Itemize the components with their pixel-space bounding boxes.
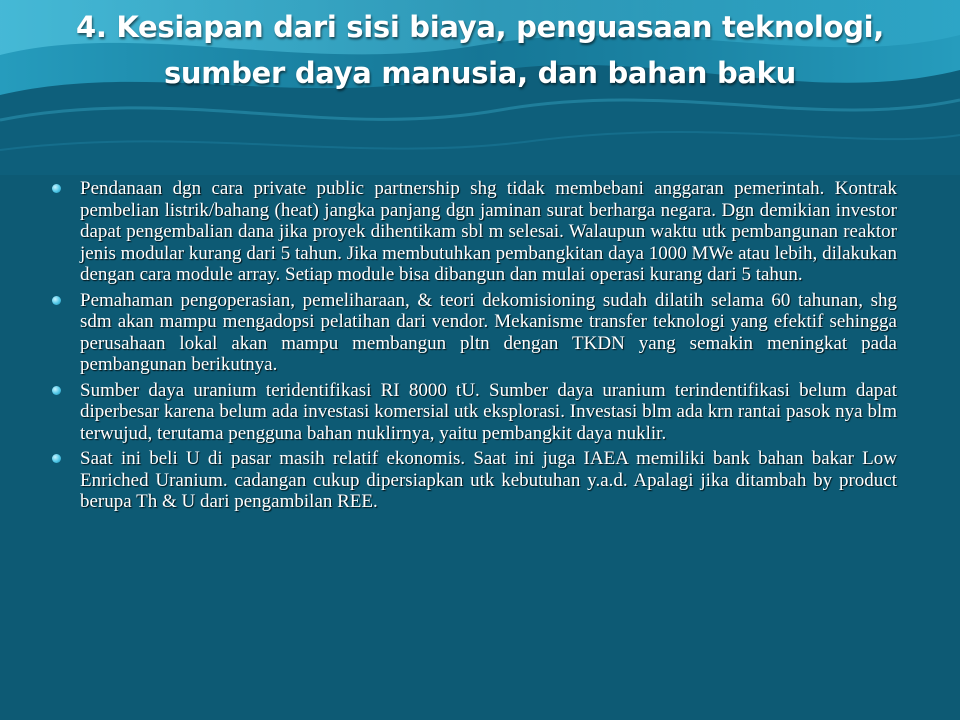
- list-item: [52, 290, 897, 376]
- bullet-dot-icon: [52, 454, 61, 463]
- bullet-text: Pemahaman pengoperasian, pemeliharaan, & teori dekomisioning sudah dilatih selama 60 tahunan, shg sdm akan mampu mengadopsi pelatihan dari vendor. Mekanisme transfer teknologi yang efektif sehingga perusahaan lokal akan mampu membangun pltn dengan TKDN yang semakin meningkat pada pembangunan berikutnya.: [80, 289, 897, 375]
- bullet-text: Sumber daya uranium teridentifikasi RI 8000 tU. Sumber daya uranium terindentifikasi belum dapat diperbesar karena belum ada investasi komersial utk eksplorasi. Investasi blm ada krn rantai pasok nya blm terwujud, terutama pengguna bahan nuklirnya, yaitu pembangkit daya nuklir.: [80, 379, 897, 444]
- bullet-dot-icon: [52, 184, 61, 193]
- bullet-list: [52, 178, 897, 517]
- slide-title: 4. Kesiapan dari sisi biaya, penguasaan teknologi, sumber daya manusia, dan bahan baku: [75, 10, 885, 90]
- bullet-dot-icon: [52, 296, 61, 305]
- list-item: [52, 380, 897, 445]
- list-item: [52, 178, 897, 286]
- list-item: [52, 448, 897, 513]
- bullet-dot-icon: [52, 386, 61, 395]
- bullet-text: Pendanaan dgn cara private public partnership shg tidak membebani anggaran pemerintah. Kontrak pembelian listrik/bahang (heat) jangka panjang dgn jaminan surat berharga negara. Dgn demikian investor dapat pengembalian dana jika proyek dihentikam sbl m selesai. Walaupun waktu utk pembangunan reaktor jenis modular kurang dari 5 tahun. Jika membutuhkan pembangkitan daya 1000 MWe atau lebih, dilakukan dengan cara module array. Setiap module bisa dibangun dan mulai operasi kurang dari 5 tahun.: [80, 178, 897, 285]
- bullet-text: Saat ini beli U di pasar masih relatif ekonomis. Saat ini juga IAEA memiliki bank bahan bakar Low Enriched Uranium. cadangan cukup dipersiapkan utk kebutuhan y.a.d. Apalagi jika ditambah by product berupa Th & U dari pengambilan REE.: [80, 448, 897, 512]
